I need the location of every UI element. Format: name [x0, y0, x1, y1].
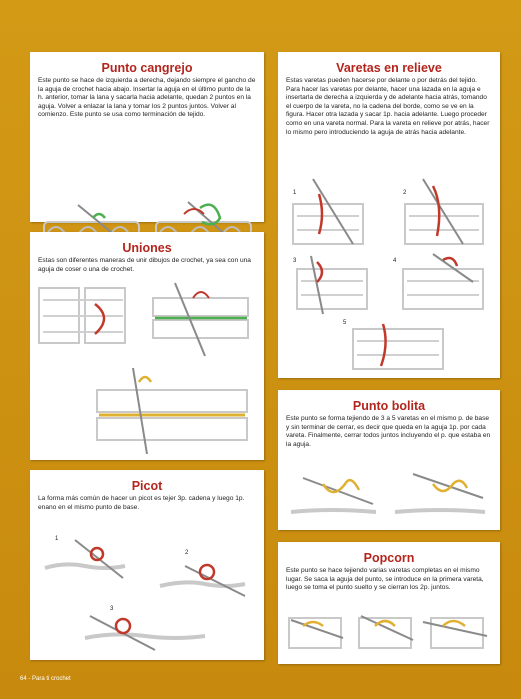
step-number: 2 [185, 550, 189, 556]
card-punto-bolita [278, 390, 500, 530]
card-popcorn [278, 542, 500, 664]
page-footer: 64 - Para ti crochet [20, 676, 71, 682]
card-varetas-en-relieve [278, 52, 500, 378]
step-number: 1 [55, 536, 59, 542]
card-punto-cangrejo [30, 52, 264, 222]
section-text: Este punto se forma tejiendo de 3 a 5 varetas en el mismo p. de base y sin terminar de cerrar, es decir que queda en la aguja 1p. por cada vareta. Finalmente, cerrar todos juntos incluyendo el p. que estaba en la aguja. [286, 415, 491, 448]
join-diagram-3 [97, 368, 247, 454]
relieve-step-3 [293, 256, 367, 314]
picot-step-2 [160, 550, 245, 596]
section-title: Popcorn [363, 551, 415, 565]
relieve-step-4 [393, 254, 483, 309]
section-title: Picot [131, 479, 163, 493]
join-diagram-2 [153, 283, 248, 356]
popcorn-illustration [283, 606, 493, 658]
picot-step-1 [45, 536, 125, 578]
popcorn-step-3 [423, 618, 487, 648]
bolita-step-2 [395, 474, 485, 512]
step-number: 5 [343, 320, 347, 326]
popcorn-step-2 [359, 616, 413, 648]
section-text: Este punto se hace de izquierda a derecha, dejando siempre el gancho de la aguja de crochet hacia abajo. Insertar la aguja en el último punto de la h. anterior, tomar la lana y sacarla hacia adelante, quedan 2 puntos en la aguja. Volver a enlazar la lana y tomar los 2 puntos juntos. Volver al comienzo. Este punto se usa como terminación de tejido. [38, 77, 256, 119]
section-title: Punto bolita [352, 399, 426, 413]
section-title: Varetas en relieve [336, 61, 442, 75]
uniones-illustration [35, 278, 259, 458]
relieve-step-2 [403, 179, 483, 244]
popcorn-step-1 [289, 618, 343, 648]
section-title: Punto cangrejo [101, 61, 193, 75]
card-picot [30, 470, 264, 660]
step-number: 3 [110, 606, 114, 612]
join-diagram-1 [39, 288, 125, 343]
bolita-step-1 [291, 478, 376, 512]
section-text: La forma más común de hacer un picot es tejer 3p. cadena y luego 1p. enano en el mismo punto de base. [38, 495, 245, 511]
step-number: 2 [403, 190, 407, 196]
picot-illustration [35, 518, 259, 658]
section-text: Estas son diferentes maneras de unir dibujos de crochet, ya sea con una aguja de coser o una de crochet. [38, 257, 251, 273]
section-title: Uniones [122, 241, 172, 255]
step-number: 4 [393, 258, 397, 264]
step-number: 1 [293, 190, 297, 196]
picot-step-3 [85, 606, 205, 650]
bolita-illustration [283, 468, 493, 528]
step-number: 3 [293, 258, 297, 264]
relieve-step-1 [293, 179, 363, 244]
relieve-illustration [283, 174, 493, 374]
relieve-step-5 [343, 320, 443, 369]
section-text: Estas varetas pueden hacerse por delante o por detrás del tejido. Para hacer las varetas por delante, hacer una lazada en la aguja e insertarla de derecha a izquierda y de adelante hacia atrás, tomando el cuerpo de la vareta, no la cadena del borde, como se ve en la figura. Hacer otra lazada y sacar 1p. hacia adelante. Luego proceder como en una vareta normal. Para la vareta en relieve por atrás, hacer lo mismo pero introduciendo la aguja de atrás hacia adelante. [286, 77, 490, 136]
section-text: Este punto se hace tejiendo varias varetas completas en el mismo lugar. Se saca la aguja del punto, se introduce en la primera vareta, luego se toma el punto suelto y se cierran los 2p. juntos. [286, 567, 484, 592]
card-uniones [30, 232, 264, 460]
